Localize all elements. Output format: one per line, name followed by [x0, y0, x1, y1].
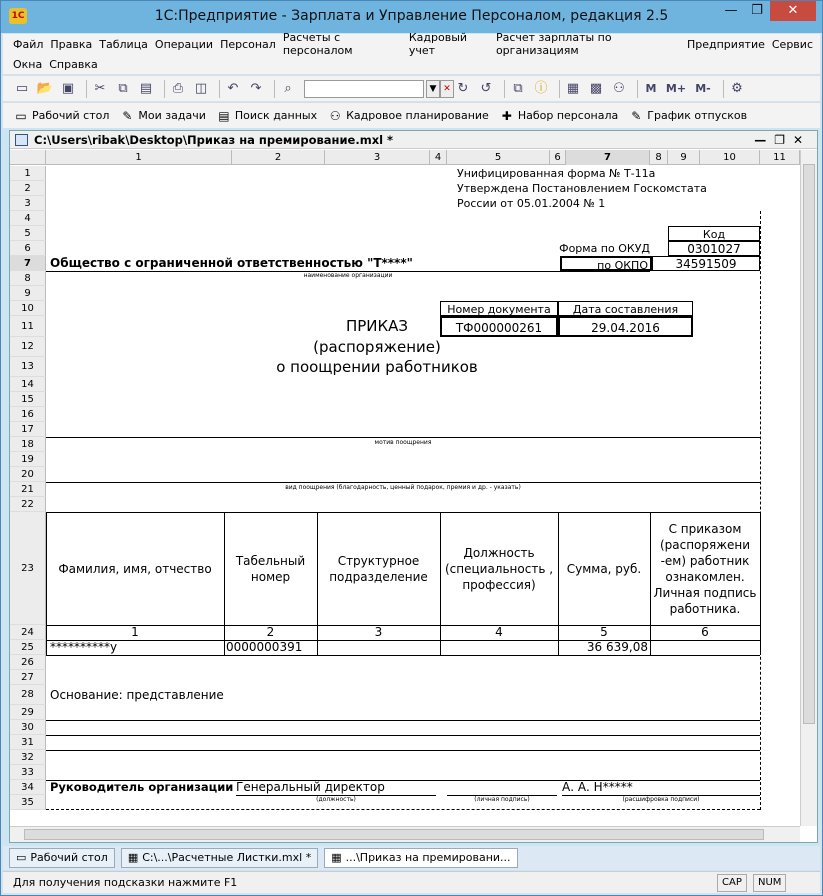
find-next-icon[interactable]: ↻ — [457, 80, 469, 96]
border-line — [46, 655, 760, 656]
panel-item[interactable]: ⚇ Кадровое планирование — [327, 108, 489, 124]
border-line — [760, 211, 761, 810]
task-order[interactable]: ▦ ...\Приказ на премировани... — [324, 848, 517, 868]
row-header-cell[interactable]: 13 — [10, 357, 46, 377]
employee-name: **********у — [50, 640, 118, 654]
row-header-cell[interactable]: 9 — [10, 286, 46, 301]
row-header-cell[interactable]: 31 — [10, 735, 46, 750]
column-number: 2 — [266, 625, 275, 639]
row-header-cell[interactable]: 35 — [10, 795, 46, 810]
head-position: Генеральный директор — [236, 780, 385, 794]
form-header-2: Утверждена Постановлением Госкомстата — [457, 182, 707, 195]
okud-label: Форма по ОКУД — [559, 242, 650, 255]
row-header-cell[interactable]: 23 — [10, 512, 46, 625]
row-header-cell[interactable]: 15 — [10, 392, 46, 407]
menu-item[interactable]: Кадровый учет — [408, 31, 468, 57]
row-header-cell[interactable]: 1 — [10, 166, 46, 181]
column-header-cell[interactable]: 9 — [668, 150, 700, 165]
row-header-cell[interactable]: 20 — [10, 467, 46, 482]
undo-icon[interactable]: ↶ — [227, 80, 239, 96]
menu-item[interactable]: Окна — [13, 57, 43, 71]
order-title-2: (распоряжение) — [313, 338, 441, 356]
basis-text: Основание: представление — [50, 688, 224, 702]
doc-num: ТФ000000261 — [440, 316, 558, 337]
open-icon[interactable]: 📂 — [36, 80, 54, 96]
border-line — [46, 720, 760, 721]
table-header: Должность (специальность , профессия) — [444, 546, 554, 592]
row-header-cell[interactable]: 2 — [10, 181, 46, 196]
horizontal-scrollbar[interactable] — [10, 826, 800, 842]
menu-item[interactable]: Справка — [49, 57, 98, 71]
hscroll-thumb[interactable] — [24, 829, 764, 840]
form-header-1: Унифицированная форма № Т-11а — [457, 167, 656, 180]
row-header-cell[interactable]: 6 — [10, 241, 46, 256]
column-header-cell[interactable]: 10 — [700, 150, 760, 165]
app-logo-icon: 1С — [9, 8, 27, 24]
menu-item[interactable]: Персонал — [220, 37, 276, 51]
search-icon: ▤ — [218, 108, 230, 123]
copy-icon[interactable]: ⧉ — [118, 80, 128, 96]
spreadsheet-icon: ▦ — [331, 851, 342, 864]
row-header-cell[interactable]: 26 — [10, 655, 46, 670]
planning-icon: ⚇ — [329, 108, 341, 123]
spreadsheet-icon — [15, 134, 28, 146]
okpo-value: 34591509 — [652, 256, 760, 271]
desktop-icon: ▭ — [16, 851, 27, 864]
vertical-scrollbar[interactable] — [800, 150, 817, 826]
document-window — [9, 130, 818, 843]
grid-corner[interactable] — [10, 150, 46, 165]
doc-date-label: Дата составления — [558, 301, 693, 316]
memory-mminus-button[interactable]: M- — [695, 81, 711, 95]
desktop-icon: ▭ — [15, 108, 27, 123]
panel-item[interactable]: ✎ График отпусков — [628, 108, 747, 124]
table-header: Фамилия, имя, отчество — [58, 562, 212, 576]
row-header-cell[interactable]: 5 — [10, 226, 46, 241]
menu-item[interactable]: Расчет зарплаты по организациям — [495, 31, 612, 57]
okud-value: 0301027 — [668, 241, 760, 256]
caption-position: (должность) — [316, 796, 356, 803]
menu-item[interactable]: Правка — [50, 37, 93, 51]
row-header-cell[interactable]: 32 — [10, 750, 46, 765]
column-header-cell[interactable]: 1 — [46, 150, 232, 165]
menu-item[interactable]: Сервис — [771, 37, 813, 51]
menu-bar — [3, 31, 820, 74]
column-number: 6 — [701, 625, 709, 639]
table-header: С приказом (распоряжени -ем) работник ознакомлен. Личная подпись работника. — [653, 522, 757, 616]
form-header-3: России от 05.01.2004 № 1 — [457, 197, 606, 210]
row-header-cell[interactable]: 18 — [10, 437, 46, 452]
row-header-cell[interactable]: 3 — [10, 196, 46, 211]
border-line — [46, 809, 760, 810]
wrench-icon[interactable]: ⚙ — [731, 80, 743, 96]
row-header-cell[interactable]: 12 — [10, 337, 46, 357]
status-hint: Для получения подсказки нажмите F1 — [13, 876, 238, 889]
row-header-cell[interactable]: 8 — [10, 271, 46, 286]
menu-item[interactable]: Операции — [154, 37, 214, 51]
task-payslips[interactable]: ▦ C:\...\Расчетные Листки.mxl * — [121, 848, 318, 868]
document-title: C:\Users\ribak\Desktop\Приказ на премирование.mxl * — [34, 133, 394, 147]
preview-icon[interactable]: ◫ — [194, 80, 208, 96]
minimize-icon[interactable]: — — [724, 3, 738, 18]
head-label: Руководитель организации — [50, 780, 234, 794]
window-controls — [718, 1, 816, 23]
doc-date: 29.04.2016 — [558, 316, 693, 337]
column-header-cell[interactable]: 7 — [566, 150, 650, 165]
row-header-cell[interactable]: 7 — [10, 256, 46, 271]
search-input[interactable] — [304, 80, 424, 98]
kod-label: Код — [668, 226, 760, 241]
column-header-cell[interactable]: 6 — [550, 150, 566, 165]
org-name: Общество с ограниченной ответственностью "Т****" — [50, 256, 413, 270]
paste-icon[interactable]: ▤ — [139, 80, 153, 96]
spreadsheet-icon: ▦ — [127, 851, 139, 864]
doc-num-label: Номер документа — [440, 301, 558, 316]
org-caption: наименование организации — [303, 272, 393, 279]
table-header: Сумма, руб. — [566, 562, 642, 576]
head-name: А. А. Н***** — [562, 780, 633, 794]
toolbar — [3, 75, 820, 101]
column-number: 3 — [374, 625, 383, 639]
tasks-icon: ✎ — [122, 108, 133, 123]
scroll-thumb[interactable] — [803, 164, 815, 724]
panel-item[interactable]: ✚ Набор персонала — [499, 108, 618, 124]
menu-item[interactable]: Файл — [13, 37, 44, 51]
row-header-cell[interactable]: 17 — [10, 422, 46, 437]
motive-caption: мотив поощрения — [374, 439, 432, 446]
panel-item[interactable]: ✎ Мои задачи — [119, 108, 205, 124]
window-title: 1С:Предприятие - Зарплата и Управление Персоналом, редакция 2.5 — [154, 8, 669, 24]
search-icon[interactable]: ⌕ — [284, 80, 292, 96]
save-icon[interactable]: ▣ — [61, 80, 75, 96]
redo-icon[interactable]: ↷ — [250, 80, 262, 96]
maximize-icon[interactable]: ❐ — [751, 3, 763, 18]
order-title-1: ПРИКАЗ — [345, 317, 409, 335]
calendar-icon[interactable]: ▩ — [589, 80, 603, 96]
cut-icon[interactable]: ✂ — [94, 80, 106, 96]
row-header-cell[interactable]: 29 — [10, 705, 46, 720]
column-header — [10, 150, 800, 165]
okpo-label: по ОКПО — [560, 256, 652, 271]
vacation-icon: ✎ — [631, 108, 642, 123]
task-desktop[interactable]: ▭ Рабочий стол — [9, 848, 115, 868]
row-header-cell[interactable]: 14 — [10, 377, 46, 392]
column-header-cell[interactable]: 3 — [325, 150, 430, 165]
column-header-cell[interactable]: 4 — [430, 150, 447, 165]
employee-tab-number: 0000000391 — [226, 640, 303, 654]
row-header-cell[interactable]: 28 — [10, 685, 46, 705]
row-header-cell[interactable]: 30 — [10, 720, 46, 735]
document-title-bar — [10, 131, 817, 149]
search-dropdown-icon[interactable]: ▼ — [426, 80, 440, 98]
row-header-cell[interactable]: 22 — [10, 497, 46, 512]
document-controls[interactable]: —❐✕ — [754, 133, 811, 147]
column-number: 1 — [131, 625, 139, 639]
panel-item[interactable]: ▤ Поиск данных — [216, 108, 317, 124]
column-header-cell[interactable]: 5 — [447, 150, 550, 165]
menu-item[interactable]: Предприятие — [686, 37, 765, 51]
print-icon[interactable]: ⎙ — [172, 80, 184, 96]
menu-item[interactable]: Расчеты с персоналом — [282, 31, 353, 57]
find-prev-icon[interactable]: ↺ — [480, 80, 492, 96]
spreadsheet-grid[interactable] — [10, 150, 800, 826]
menu-item[interactable]: Таблица — [99, 37, 148, 51]
new-doc-icon[interactable]: ▭ — [15, 80, 29, 96]
title-bar — [1, 1, 822, 33]
memory-mplus-button[interactable]: M+ — [665, 81, 687, 95]
row-header-cell[interactable]: 21 — [10, 482, 46, 497]
close-icon[interactable]: ✕ — [770, 1, 816, 21]
function-panel — [3, 102, 820, 128]
row-header-cell[interactable]: 33 — [10, 765, 46, 780]
column-number: 4 — [495, 625, 503, 639]
border-line — [46, 512, 760, 513]
column-header-cell[interactable]: 11 — [760, 150, 800, 165]
search-clear-icon[interactable]: ✕ — [440, 80, 454, 98]
caption-name: (расшифровка подписи) — [622, 796, 700, 803]
row-header-cell[interactable]: 10 — [10, 301, 46, 316]
column-header-cell[interactable]: 8 — [650, 150, 668, 165]
window-taskbar — [3, 846, 820, 870]
num-indicator: NUM — [753, 874, 786, 892]
table-header: Структурное подразделение — [329, 554, 428, 584]
memory-m-button[interactable]: M — [645, 81, 657, 95]
table-header: Табельный номер — [235, 554, 306, 584]
row-header-cell[interactable]: 34 — [10, 780, 46, 795]
row-header-cell[interactable]: 4 — [10, 211, 46, 226]
windows-icon[interactable]: ⧉ — [513, 80, 523, 96]
kind-caption: вид поощрения (благодарность, ценный подарок, премия и др. - указать) — [285, 484, 521, 491]
status-bar — [3, 871, 820, 893]
column-header-cell[interactable]: 2 — [232, 150, 325, 165]
row-header-cell[interactable]: 16 — [10, 407, 46, 422]
cap-indicator: CAP — [717, 874, 747, 892]
row-header-cell[interactable]: 19 — [10, 452, 46, 467]
users-icon[interactable]: ⚇ — [613, 80, 625, 96]
row-header-cell[interactable]: 27 — [10, 670, 46, 685]
row-header-cell[interactable]: 11 — [10, 316, 46, 337]
column-number: 5 — [600, 625, 608, 639]
row-header-cell[interactable]: 25 — [10, 640, 46, 655]
order-title-3: о поощрении работников — [276, 358, 478, 376]
employee-sum: 36 639,08 — [586, 640, 648, 654]
recruit-icon: ✚ — [501, 108, 512, 123]
info-icon[interactable]: ⓘ — [534, 80, 548, 96]
panel-item[interactable]: ▭ Рабочий стол — [13, 108, 109, 124]
row-header-cell[interactable]: 24 — [10, 625, 46, 640]
border-line — [46, 735, 760, 736]
calculator-icon[interactable]: ▦ — [566, 80, 580, 96]
caption-signature: (личная подпись) — [474, 796, 530, 803]
border-line — [46, 750, 760, 751]
